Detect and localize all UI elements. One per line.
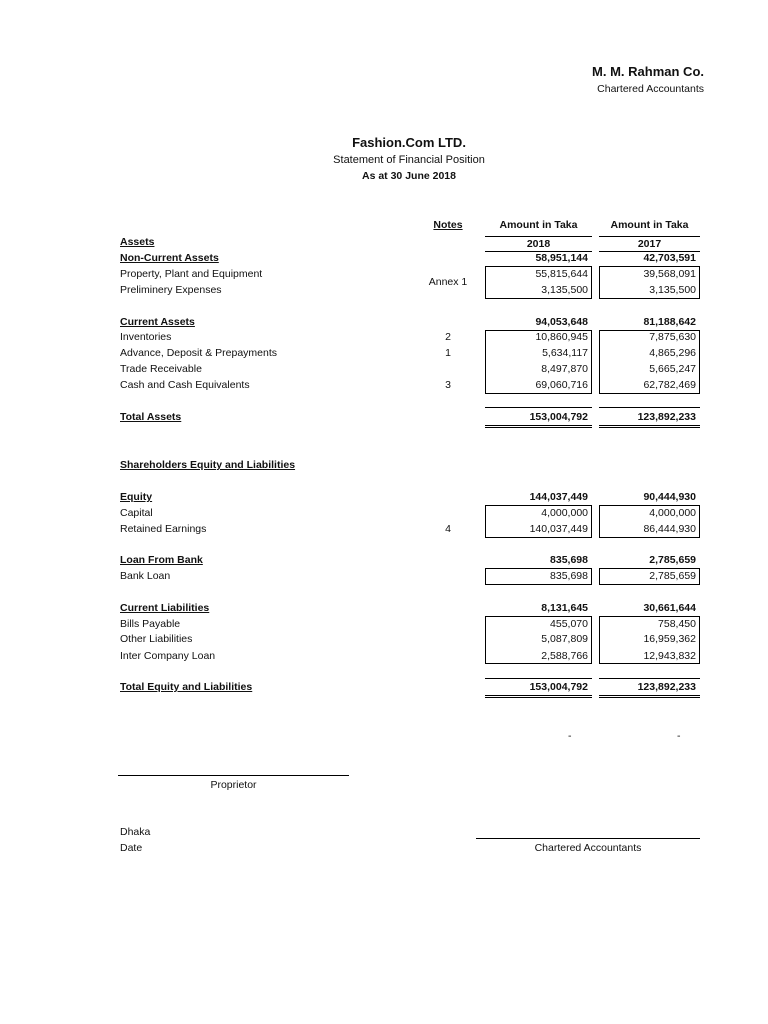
equity-heading: Equity <box>120 491 153 503</box>
line-item-2017: 86,444,930 <box>643 523 696 535</box>
total-equity-liabilities-2018: 153,004,792 <box>529 681 588 693</box>
line-item-2018: 2,588,766 <box>541 650 588 662</box>
total-assets-2018: 153,004,792 <box>529 411 588 423</box>
place-label: Dhaka <box>120 826 151 838</box>
statement-title: Statement of Financial Position <box>333 154 485 166</box>
line-item-label: Inter Company Loan <box>120 650 216 662</box>
noncurrent-total-2017: 42,703,591 <box>643 252 696 264</box>
total-assets-rule-2018 <box>485 407 592 408</box>
total-assets-double-rule-2018 <box>485 425 592 428</box>
line-item-2018: 10,860,945 <box>535 331 588 343</box>
noncurrent-total-2018: 58,951,144 <box>535 252 588 264</box>
total-assets-label: Total Assets <box>120 411 182 423</box>
line-item-label: Capital <box>120 507 153 519</box>
notes-header: Notes <box>433 219 463 231</box>
line-item-note: 1 <box>445 347 451 359</box>
line-item-2017: 3,135,500 <box>649 284 696 296</box>
line-item-label: Inventories <box>120 331 172 343</box>
line-item-label: Other Liabilities <box>120 633 193 645</box>
total-equity-liabilities-label: Total Equity and Liabilities <box>120 681 253 693</box>
line-item-2018: 55,815,644 <box>535 268 588 280</box>
line-item-label: Preliminery Expenses <box>120 284 222 296</box>
line-item-2017: 16,959,362 <box>643 633 696 645</box>
line-item-2018: 8,497,870 <box>541 363 588 375</box>
proprietor-signature-line <box>118 775 349 776</box>
line-item-label: Bills Payable <box>120 618 181 630</box>
line-item-label: Cash and Cash Equivalents <box>120 379 250 391</box>
line-item-2017: 12,943,832 <box>643 650 696 662</box>
current-assets-heading: Current Assets <box>120 316 195 328</box>
line-item-note: 2 <box>445 331 451 343</box>
line-item-2017: 4,865,296 <box>649 347 696 359</box>
year-2018: 2018 <box>485 236 592 252</box>
line-item-note: 4 <box>445 523 451 535</box>
equity-total-2018: 144,037,449 <box>529 491 588 503</box>
statement-date: As at 30 June 2018 <box>362 170 456 182</box>
line-item-2018: 455,070 <box>550 618 588 630</box>
company-name: Fashion.Com LTD. <box>352 135 466 150</box>
current-liabilities-total-2018: 8,131,645 <box>541 602 588 614</box>
line-item-2017: 758,450 <box>658 618 696 630</box>
note-annex: Annex 1 <box>428 276 468 288</box>
line-item-2017: 62,782,469 <box>643 379 696 391</box>
loan-heading: Loan From Bank <box>120 554 203 566</box>
difference-dash-2018: - <box>568 730 572 742</box>
total-assets-2017: 123,892,233 <box>637 411 696 423</box>
column-header-2017: Amount in Taka <box>610 219 689 231</box>
total-eql-double-rule-2017 <box>599 695 700 698</box>
line-item-2018: 3,135,500 <box>541 284 588 296</box>
line-item-2018: 4,000,000 <box>541 507 588 519</box>
line-item-2017: 2,785,659 <box>649 570 696 582</box>
line-item-2017: 5,665,247 <box>649 363 696 375</box>
line-item-2018: 5,087,809 <box>541 633 588 645</box>
noncurrent-assets-heading: Non-Current Assets <box>120 252 219 264</box>
line-item-2017: 7,875,630 <box>649 331 696 343</box>
total-eql-rule-2017 <box>599 678 700 679</box>
current-assets-total-2017: 81,188,642 <box>643 316 696 328</box>
equity-total-2017: 90,444,930 <box>643 491 696 503</box>
line-item-label: Bank Loan <box>120 570 171 582</box>
current-liabilities-total-2017: 30,661,644 <box>643 602 696 614</box>
line-item-2017: 39,568,091 <box>643 268 696 280</box>
total-eql-double-rule-2018 <box>485 695 592 698</box>
proprietor-label: Proprietor <box>210 779 257 791</box>
date-label: Date <box>120 842 143 854</box>
equity-liabilities-heading: Shareholders Equity and Liabilities <box>120 459 296 471</box>
line-item-label: Trade Receivable <box>120 363 202 375</box>
total-assets-double-rule-2017 <box>599 425 700 428</box>
column-header-2018: Amount in Taka <box>499 219 578 231</box>
current-assets-total-2018: 94,053,648 <box>535 316 588 328</box>
accountants-label: Chartered Accountants <box>534 842 642 854</box>
line-item-label: Retained Earnings <box>120 523 207 535</box>
current-liabilities-heading: Current Liabilities <box>120 602 210 614</box>
line-item-note: 3 <box>445 379 451 391</box>
year-2017: 2017 <box>599 236 700 252</box>
loan-total-2018: 835,698 <box>550 554 588 566</box>
total-assets-rule-2017 <box>599 407 700 408</box>
firm-subtitle: Chartered Accountants <box>597 83 704 95</box>
difference-dash-2017: - <box>677 730 681 742</box>
total-eql-rule-2018 <box>485 678 592 679</box>
line-item-2018: 5,634,117 <box>542 347 588 359</box>
accountants-signature-line <box>476 838 700 839</box>
firm-name: M. M. Rahman Co. <box>592 64 704 79</box>
line-item-2018: 69,060,716 <box>535 379 588 391</box>
assets-heading: Assets <box>120 236 155 248</box>
line-item-2018: 835,698 <box>550 570 588 582</box>
line-item-2018: 140,037,449 <box>529 523 588 535</box>
line-item-label: Property, Plant and Equipment <box>120 268 263 280</box>
line-item-label: Advance, Deposit & Prepayments <box>120 347 277 359</box>
loan-total-2017: 2,785,659 <box>649 554 696 566</box>
line-item-2017: 4,000,000 <box>649 507 696 519</box>
total-equity-liabilities-2017: 123,892,233 <box>637 681 696 693</box>
